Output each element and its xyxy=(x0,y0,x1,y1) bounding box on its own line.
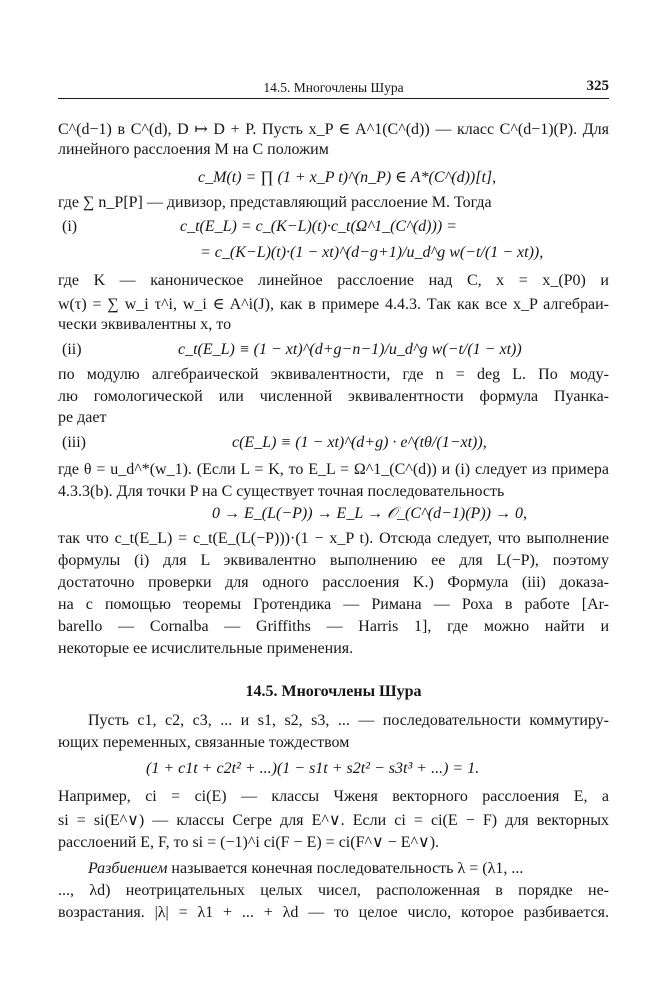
equation-label-ii: (ii) xyxy=(62,341,82,358)
formula-identity: (1 + c1t + c2t² + ...)(1 − s1t + s2t² − s3t³ + ...) = 1. xyxy=(146,760,480,777)
text-line: si = si(E^∨) — классы Сегре для E^∨. Если ci = ci(E − F) для векторных xyxy=(58,812,609,829)
formula-exact-sequence: 0 → E_(L(−P)) → E_L → 𝒪_(C^(d−1)(P)) → 0, xyxy=(212,505,527,522)
formula-i-line2: = c_(K−L)(t)·(1 − xt)^(d−g+1)/u_d^g w(−t/(1 − xt)), xyxy=(200,244,544,261)
section-heading: 14.5. Многочлены Шура xyxy=(245,683,422,700)
text-line-definition xyxy=(88,860,609,878)
running-head xyxy=(58,78,609,99)
text-line: C^(d−1) в C^(d), D ↦ D + P. Пусть x_P ∈ A^1(C^(d)) — класс C^(d−1)(P). Для xyxy=(58,121,609,138)
text-line: barello — Cornalba — Griffiths — Harris 1], где можно найти и xyxy=(58,618,609,635)
page-number: 325 xyxy=(586,78,609,94)
equation-label-iii: (iii) xyxy=(62,434,86,451)
running-title: 14.5. Многочлены Шура xyxy=(263,80,404,95)
text-line: некоторые ее исчислительные применения. xyxy=(58,640,354,657)
text-line: так что c_t(E_L) = c_t(E_(L(−P)))·(1 − x_P t). Отсюда следует, что выполнение xyxy=(58,530,609,547)
formula-i-line1: c_t(E_L) = c_(K−L)(t)·c_t(Ω^1_(C^(d))) = xyxy=(180,218,457,235)
text-line: на с помощью теоремы Гротендика — Римана — Роха в работе [Ar- xyxy=(58,596,609,613)
text-line: ющих переменных, связанные тождеством xyxy=(58,734,350,751)
text-line: чески эквивалентны x, то xyxy=(58,316,232,333)
text-line: 4.3.3(b). Для точки P на C существует точная последовательность xyxy=(58,483,505,500)
formula-iii: c(E_L) ≡ (1 − xt)^(d+g) · e^(tθ/(1−xt)), xyxy=(232,434,487,451)
text-line: по модулю алгебраической эквивалентности, где n = deg L. По моду- xyxy=(58,366,609,383)
text-line: ре дает xyxy=(58,409,107,426)
defined-term: Разбиением xyxy=(88,860,168,877)
text-line: ..., λd) неотрицательных целых чисел, расположенная в порядке не- xyxy=(58,882,609,899)
formula-cM: c_M(t) = ∏ (1 + x_P t)^(n_P) ∈ A*(C^(d))[t], xyxy=(198,169,497,186)
equation-label-i: (i) xyxy=(62,218,78,235)
text-line: линейного расслоения M на C положим xyxy=(58,141,329,158)
text-line: расслоений E, F, то si = (−1)^i ci(F − E) = ci(F^∨ − E^∨). xyxy=(58,834,440,851)
text-line: достаточно проверки для одного расслоения K.) Формула (iii) доказа- xyxy=(58,574,609,591)
text-line: где ∑ n_P[P] — дивизор, представляющий расслоение M. Тогда xyxy=(58,194,492,211)
text-line: возрастания. |λ| = λ1 + ... + λd — то целое число, которое разбивается. xyxy=(58,904,609,921)
text-line: где θ = u_d^*(w_1). (Если L = K, то E_L = Ω^1_(C^(d)) и (i) следует из примера xyxy=(58,461,609,478)
text-line: w(τ) = ∑ w_i τ^i, w_i ∈ A^i(J), как в примере 4.4.3. Так как все x_P алгебраи- xyxy=(58,296,609,313)
text-line: Например, ci = ci(E) — классы Чженя векторного расслоения E, а xyxy=(58,788,609,805)
formula-ii: c_t(E_L) ≡ (1 − xt)^(d+g−n−1)/u_d^g w(−t/(1 − xt)) xyxy=(178,341,522,358)
text-line: где K — каноническое линейное расслоение над C, x = x_(P0) и xyxy=(58,272,609,289)
text-line: формулы (i) для L эквивалентно выполнению ее для L(−P), поэтому xyxy=(58,552,609,569)
text-line: лю гомологической или численной эквивалентности формула Пуанка- xyxy=(58,388,609,405)
text-span: называется конечная последовательность λ = (λ1, ... xyxy=(167,860,524,877)
text-line: Пусть c1, c2, c3, ... и s1, s2, s3, ... — последовательности коммутиру- xyxy=(88,712,609,729)
